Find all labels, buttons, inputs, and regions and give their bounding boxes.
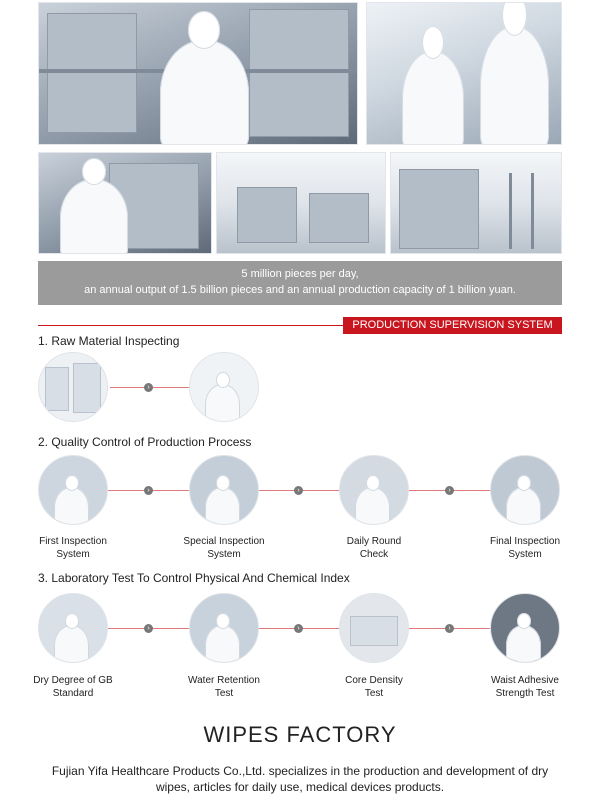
core-density-image: [339, 593, 409, 663]
caption-first-inspection: First Inspection System: [39, 536, 107, 560]
photo-workers-inspecting: [366, 2, 562, 145]
caption-dry-degree: Dry Degree of GB Standard: [33, 675, 113, 699]
water-retention-image: [189, 593, 259, 663]
photo-production-hall: [216, 152, 386, 254]
section-raw-title: 1. Raw Material Inspecting: [38, 334, 180, 348]
chevron-right-icon: ›: [294, 486, 303, 495]
photo-cleanroom-operator: [38, 2, 358, 145]
chevron-right-icon: ›: [144, 486, 153, 495]
factory-title: WIPES FACTORY: [203, 722, 397, 747]
caption-daily-round-check: Daily Round Check: [346, 536, 402, 560]
section-lab-title: 3. Laboratory Test To Control Physical And Chemical Index: [38, 571, 350, 585]
chevron-right-icon: ›: [144, 624, 153, 633]
final-inspection-image: [490, 455, 560, 525]
waist-adhesive-image: [490, 593, 560, 663]
caption-water-retention: Water Retention Test: [188, 675, 260, 699]
caption-final-inspection: Final Inspection System: [489, 536, 561, 560]
dry-degree-image: [38, 593, 108, 663]
supervision-tag: PRODUCTION SUPERVISION SYSTEM: [343, 317, 562, 334]
capacity-banner-line2: an annual output of 1.5 billion pieces and an annual production capacity of 1 billion yuan.: [84, 284, 516, 296]
daily-round-check-image: [339, 455, 409, 525]
capacity-banner-line1: 5 million pieces per day,: [241, 268, 359, 280]
caption-waist-adhesive: Waist Adhesive Strength Test: [491, 675, 559, 699]
chevron-right-icon: ›: [445, 624, 454, 633]
caption-special-inspection: Special Inspection System: [183, 536, 265, 560]
chevron-right-icon: ›: [144, 383, 153, 392]
section-quality-title: 2. Quality Control of Production Process: [38, 435, 252, 449]
raw-material-warehouse-image: [38, 352, 108, 422]
special-inspection-image: [189, 455, 259, 525]
raw-material-inspector-image: [189, 352, 259, 422]
factory-description: Fujian Yifa Healthcare Products Co.,Ltd. specializes in the production and development of dry wipes, articles for daily use, medical devices products.: [51, 764, 549, 794]
photo-production-line: [390, 152, 562, 254]
capacity-banner: [38, 261, 562, 305]
first-inspection-image: [38, 455, 108, 525]
caption-core-density: Core Density Test: [345, 675, 403, 699]
photo-control-panel-operator: [38, 152, 212, 254]
chevron-right-icon: ›: [445, 486, 454, 495]
chevron-right-icon: ›: [294, 624, 303, 633]
